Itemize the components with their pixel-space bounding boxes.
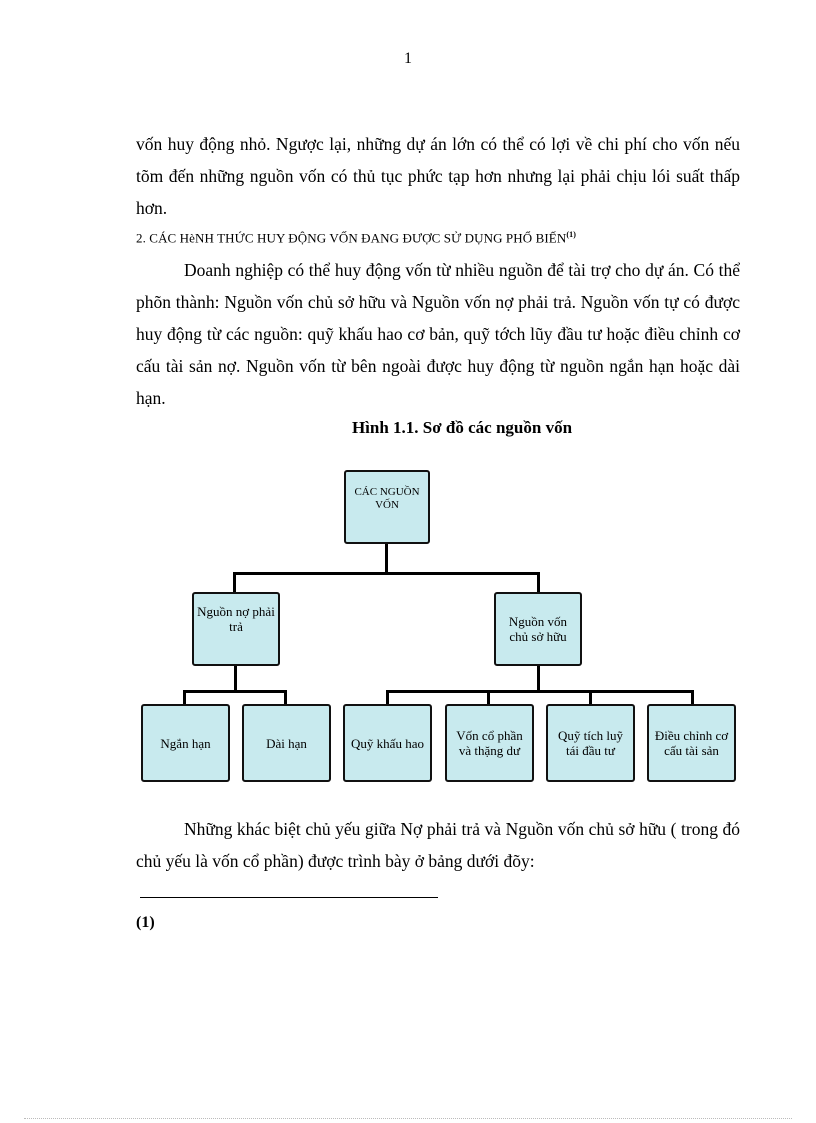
footnote-mark: (1) — [136, 914, 155, 931]
paragraph-2: Doanh nghiệp có thể huy động vốn từ nhiều nguồn để tài trợ cho dự án. Có thể phõn thành: Nguồn vốn chủ sở hữu và Nguồn vốn nợ phải trả. Nguồn vốn tự có được huy động từ các nguồn: quỹ khấu hao cơ bản, quỹ tớch lũy đầu tư hoặc điều chỉnh cơ cấu tài sản nợ. Nguồn vốn từ bên ngoài được huy động từ nguồn ngắn hạn hoặc dài hạn. — [136, 260, 740, 408]
footnote-separator — [140, 897, 438, 898]
connector-line — [537, 572, 540, 594]
page-number: 1 — [404, 50, 412, 67]
capital-sources-diagram — [136, 462, 746, 792]
page-bottom-border — [24, 1118, 792, 1119]
connector-line — [233, 572, 236, 594]
section-heading-text: 2. CÁC HèNH THỨC HUY ĐỘNG VỐN ĐANG ĐƯỢC SỬ DỤNG PHỔ BIẾN — [136, 230, 567, 246]
connector-line — [234, 666, 237, 692]
node-share-capital: Vốn cổ phần và thặng dư — [445, 704, 534, 782]
connector-line — [385, 544, 388, 574]
figure-title: Hình 1.1. Sơ đồ các nguồn vốn — [351, 418, 573, 437]
node-short-term: Ngắn hạn — [141, 704, 230, 782]
node-equity: Nguồn vốn chủ sở hữu — [494, 592, 582, 666]
connector-line — [183, 690, 287, 693]
node-reinvestment-fund: Quỹ tích luỹ tái đầu tư — [546, 704, 635, 782]
connector-line — [386, 690, 694, 693]
connector-line — [233, 572, 540, 575]
paragraph-3: Những khác biệt chủ yếu giữa Nợ phải trả và Nguồn vốn chủ sở hữu ( trong đó chủ yếu là vốn cổ phần) được trình bày ở bảng dưới đõy: — [136, 819, 740, 871]
node-root: CÁC NGUỒN VỐN — [344, 470, 430, 544]
connector-line — [537, 666, 540, 692]
node-asset-restructuring: Điều chỉnh cơ cấu tài sản — [647, 704, 736, 782]
node-depreciation-fund: Quỹ khấu hao — [343, 704, 432, 782]
section-heading-note: (1) — [566, 230, 576, 239]
section-heading — [136, 230, 756, 246]
paragraph-1: vốn huy động nhỏ. Ngược lại, những dự án lớn có thể có lợi về chi phí cho vốn nếu tõm đến những nguồn vốn có thủ tục phức tạp hơn nhưng lại phải chịu lói suất thấp hơn. — [136, 134, 740, 218]
node-long-term: Dài hạn — [242, 704, 331, 782]
node-liabilities: Nguồn nợ phải trả — [192, 592, 280, 666]
